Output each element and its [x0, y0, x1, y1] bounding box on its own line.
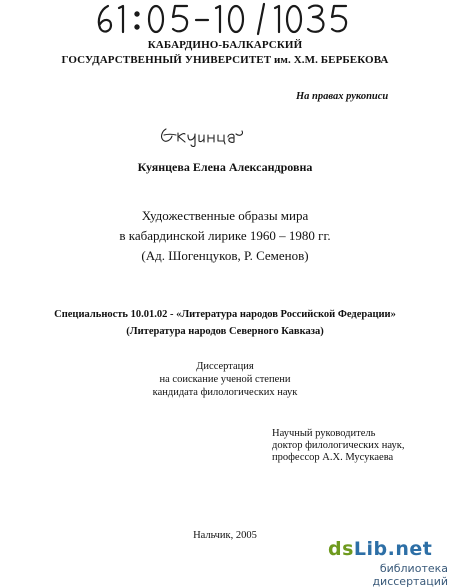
degree-line3: кандидата филологических наук — [152, 387, 298, 398]
watermark-part3: .net — [387, 538, 433, 560]
author-name: Куянцева Елена Александровна — [137, 160, 313, 174]
university-name-line2: ГОСУДАРСТВЕННЫЙ УНИВЕРСИТЕТ им. Х.М. БЕРБЕКОВА — [61, 54, 389, 66]
dissertation-title — [0, 206, 450, 266]
advisor-line3: профессор А.Х. Мусукаева — [272, 452, 394, 463]
specialty-line2: (Литература народов Северного Кавказа) — [126, 326, 324, 337]
author-signature — [158, 125, 248, 147]
title-line1: Художественные образы мира — [141, 208, 309, 223]
watermark-part2: Lib — [353, 538, 388, 560]
watermark-logo — [328, 538, 432, 560]
dissertation-degree-block — [0, 360, 450, 399]
advisor-line2: доктор филологических наук, — [272, 440, 405, 451]
advisor-line1: Научный руководитель — [272, 428, 376, 439]
manuscript-rights-label: На правах рукописи — [296, 91, 389, 102]
title-line3: (Ад. Шогенцуков, Р. Семенов) — [141, 248, 309, 263]
specialty-block — [0, 306, 450, 340]
specialty-line1: Специальность 10.01.02 - «Литература народов Российской Федерации» — [54, 309, 396, 320]
city-year: Нальчик, 2005 — [193, 530, 257, 541]
watermark-part1: ds — [328, 538, 354, 560]
archive-number-handwriting — [92, 2, 362, 36]
degree-line2: на соискание ученой степени — [159, 374, 291, 385]
scientific-advisor-block — [272, 428, 405, 464]
degree-line1: Диссертация — [196, 361, 254, 372]
university-name-line1: КАБАРДИНО-БАЛКАРСКИЙ — [147, 39, 303, 51]
watermark-subtitle: библиотека диссертаций — [372, 562, 448, 588]
title-line2: в кабардинской лирике 1960 – 1980 гг. — [119, 228, 331, 243]
